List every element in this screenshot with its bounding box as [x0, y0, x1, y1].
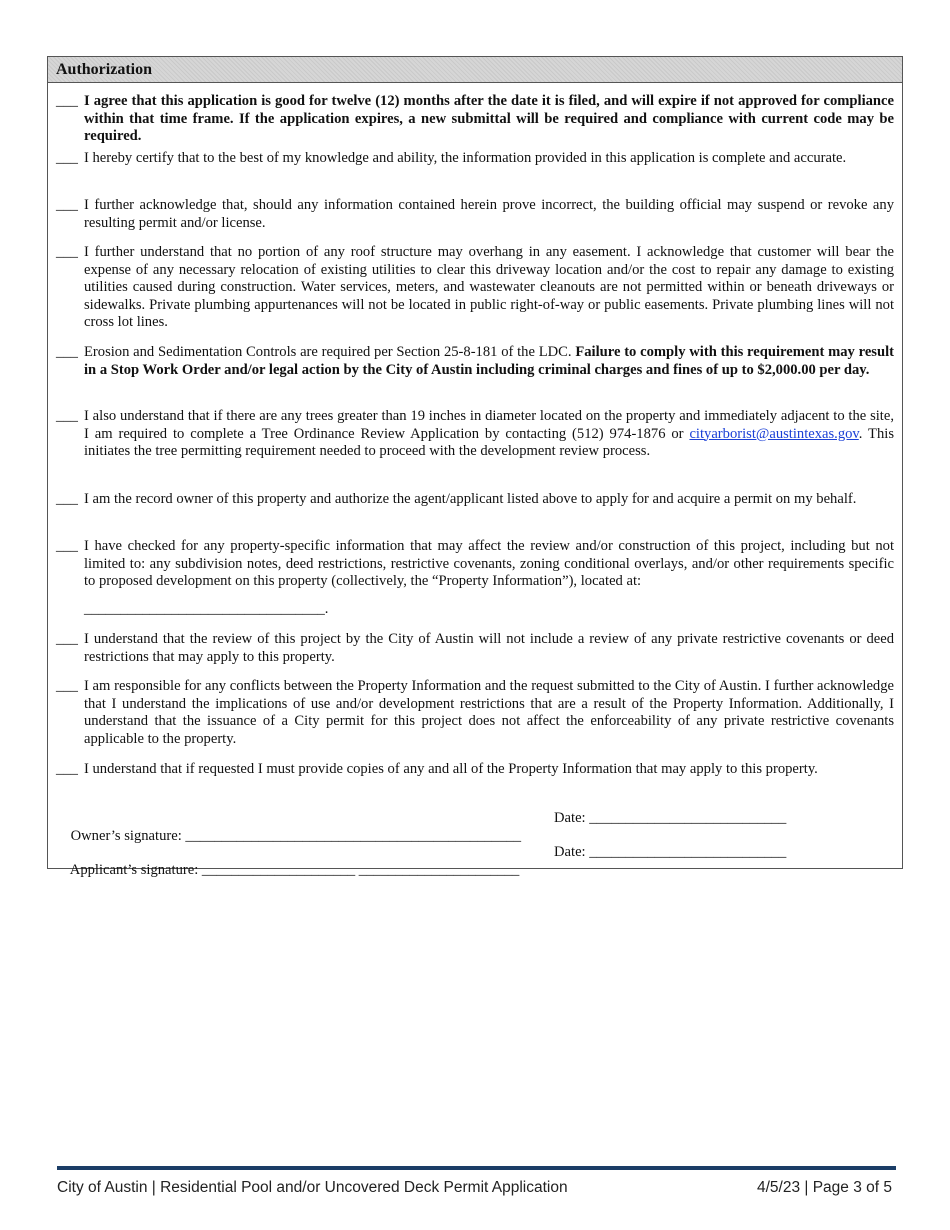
agreement-item-4 — [56, 244, 894, 332]
agreement-item-7 — [56, 491, 894, 509]
item-text: I am the record owner of this property and authorize the agent/applicant listed above to apply for and acquire a permit on my behalf. — [84, 491, 857, 507]
item-text-bold: Failure to comply with this requirement may result in a Stop Work Order and/or legal action by the City of Austin including criminal charges and fines of up to $2,000.00 per day. — [84, 344, 895, 378]
item-text: I agree that this application is good for twelve (12) months after the date it is filed, and will expire if not approved for compliance within that time frame. If the application expires, a new submittal will be required and compliance with current code may be required. — [84, 93, 894, 145]
initial-blank[interactable]: ___ — [56, 150, 78, 166]
item-text: I further understand that no portion of any roof structure may overhang in any easement. I acknowledge that customer will bear the expense of any necessary relocation of existing utilities to clear this driveway location and/or the cost to repair any damage to existing utilities caused during construction. Water services, meters, and wastewater cleanouts are not permitted within or beneath driveways or sidewalks. Private plumbing appurtenances will not be located in public right-of-way or public easements. Private plumbing lines will not cross lot lines. — [84, 244, 894, 331]
agreement-item-10 — [56, 678, 894, 748]
agreement-item-9 — [56, 631, 894, 666]
applicant-signature-field[interactable]: Applicant’s signature: _____________________ ______________________ — [69, 862, 520, 878]
applicant-date-field[interactable]: Date: ___________________________ — [554, 844, 787, 860]
initial-blank[interactable]: ___ — [56, 408, 78, 424]
applicant-signature-row — [56, 843, 787, 915]
property-location-line[interactable]: _________________________________. — [84, 600, 329, 617]
initial-blank[interactable]: ___ — [56, 538, 78, 554]
initial-blank[interactable]: ___ — [56, 344, 78, 360]
item-text: I hereby certify that to the best of my knowledge and ability, the information provided in this application is complete and accurate. — [84, 150, 847, 166]
item-text — [84, 408, 894, 461]
initial-blank[interactable]: ___ — [56, 631, 78, 647]
footer-document-title: City of Austin | Residential Pool and/or Uncovered Deck Permit Application — [57, 1179, 568, 1196]
arborist-email-link[interactable]: cityarborist@austintexas.gov — [689, 425, 859, 442]
owner-signature-field[interactable]: Owner’s signature: ______________________________________________ — [70, 828, 522, 844]
owner-date-field[interactable]: Date: ___________________________ — [554, 810, 787, 826]
initial-blank[interactable]: ___ — [56, 761, 78, 777]
footer-page-info: 4/5/23 | Page 3 of 5 — [756, 1179, 892, 1196]
item-text — [84, 344, 894, 379]
agreement-item-1 — [56, 93, 894, 146]
item-text-part-b: . This initiates the tree permitting requirement needed to proceed with the development review process. — [84, 425, 894, 460]
initial-blank[interactable]: ___ — [56, 491, 78, 507]
item-text-regular: Erosion and Sedimentation Controls are required per Section 25-8-181 of the LDC. — [84, 344, 572, 360]
initial-blank[interactable]: ___ — [56, 93, 78, 109]
item-text-part-a: I also understand that if there are any trees greater than 19 inches in diameter located on the property and immediately adjacent to the site, I am required to complete a Tree Ordinance Review Application by contacting (512) 974-1876 or — [84, 408, 894, 442]
agreement-item-5 — [56, 344, 894, 379]
agreement-item-3 — [56, 197, 894, 232]
initial-blank[interactable]: ___ — [56, 678, 78, 694]
initial-blank[interactable]: ___ — [56, 197, 78, 213]
agreement-item-11 — [56, 761, 894, 779]
initial-blank[interactable]: ___ — [56, 244, 78, 260]
item-text: I have checked for any property-specific information that may affect the review and/or construction of this project, including but not limited to: any subdivision notes, deed restrictions, restrictive covenants, zoning conditional overlays, and/or other requirements specific to proposed development on this property (collectively, the “Property Information”), located at: — [84, 538, 894, 590]
item-text: I understand that if requested I must provide copies of any and all of the Property Information that may apply to this property. — [84, 761, 818, 777]
item-text: I understand that the review of this project by the City of Austin will not include a review of any private restrictive covenants or deed restrictions that may apply to this property. — [84, 631, 894, 665]
agreement-item-6 — [56, 408, 894, 461]
item-text: I further acknowledge that, should any information contained herein prove incorrect, the building official may suspend or revoke any resulting permit and/or license. — [84, 197, 894, 231]
footer-rule — [57, 1166, 896, 1170]
item-text: I am responsible for any conflicts between the Property Information and the request submitted to the City of Austin. I further acknowledge that I understand the implications of use and/or development restrictions that are a result of the Property Information. Additionally, I understand that the issuance of a City permit for this project does not affect the enforceability of any private restrictive covenants applicable to the property. — [84, 678, 894, 747]
authorization-section — [47, 56, 903, 878]
agreement-item-2 — [56, 150, 894, 168]
section-title: Authorization — [48, 57, 902, 83]
agreement-item-8 — [56, 538, 894, 618]
